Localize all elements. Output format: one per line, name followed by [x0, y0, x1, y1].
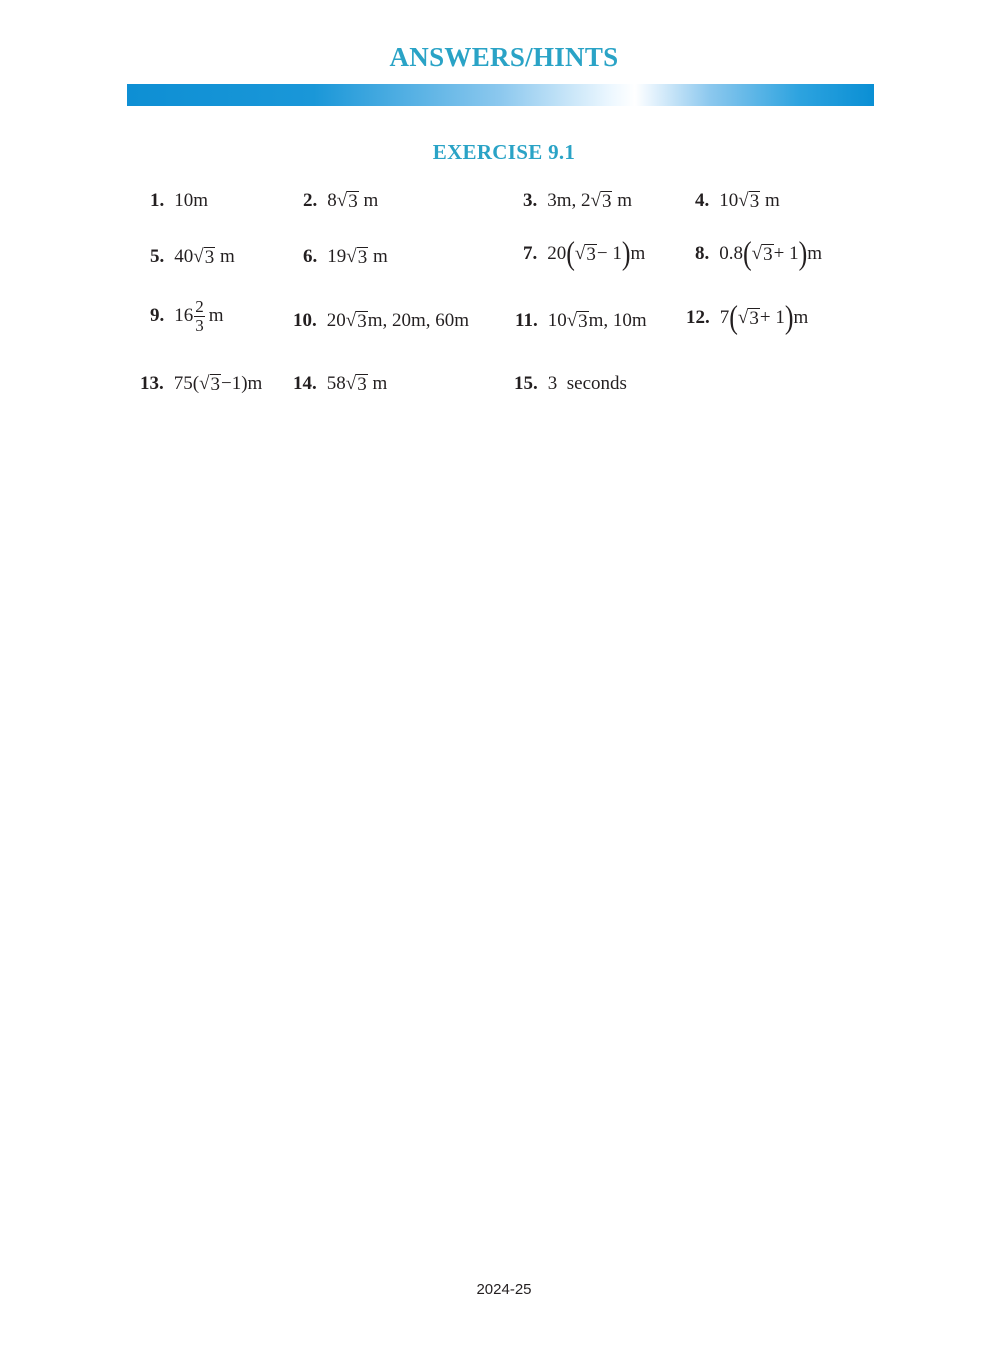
answer-value: 20 ( √ 3 − 1 ) m: [547, 235, 646, 272]
answer-number: 11.: [515, 310, 538, 331]
answer-value: 16 $\frac{2}{3}$ m: [174, 297, 224, 335]
sqrt-symbol: √ 3: [336, 190, 358, 213]
answer-value: 8 √ 3 m: [327, 190, 379, 213]
answer-number: 13.: [140, 373, 164, 394]
answer-number: 10.: [293, 310, 317, 331]
sqrt-symbol: √ 3: [566, 310, 588, 333]
answer-value: 0.8 ( √ 3 + 1 ) m: [719, 235, 823, 272]
sqrt-symbol: √ 3: [345, 310, 367, 333]
answer-number: 7.: [523, 243, 538, 264]
answer-value: 20 √ 3 m, 20m, 60m: [326, 310, 470, 333]
answer-value: 3m, 2 √ 3 m: [547, 190, 632, 213]
answer-number: 6.: [303, 246, 318, 267]
fraction: $\frac{2}{3}$: [195, 297, 204, 335]
answer-value: 75( √ 3 −1)m: [173, 373, 263, 396]
answer-number: 8.: [695, 243, 710, 264]
answer-value: 19 √ 3 m: [327, 246, 388, 269]
exercise-heading: EXERCISE 9.1: [432, 140, 576, 164]
answer-number: 2.: [303, 190, 318, 211]
answer-12: [686, 299, 809, 336]
answer-value: 3 seconds: [547, 373, 627, 394]
answer-number: 12.: [686, 307, 710, 328]
answer-value: 10 m: [174, 190, 209, 211]
answer-11: [515, 310, 647, 332]
answer-value: 7 ( √ 3 + 1 ) m: [719, 299, 809, 336]
answer-8: [695, 235, 823, 272]
answer-9: [150, 298, 224, 335]
answer-value: 40 √ 3 m: [174, 246, 235, 269]
answer-4: [695, 190, 780, 212]
answer-number: 1.: [150, 190, 165, 211]
sqrt-symbol: √ 3: [751, 243, 773, 266]
answer-1: [150, 190, 208, 212]
page-title: ANSWERS/HINTS: [389, 42, 619, 72]
sqrt-symbol: √ 3: [737, 307, 759, 330]
answer-number: 14.: [293, 373, 317, 394]
sqrt-symbol: √ 3: [738, 190, 760, 213]
sqrt-symbol: √ 3: [590, 190, 612, 213]
sqrt-symbol: √ 3: [574, 243, 596, 266]
answer-number: 9.: [150, 305, 165, 327]
answer-3: [523, 190, 632, 212]
answer-number: 5.: [150, 246, 165, 267]
sqrt-symbol: √ 3: [199, 373, 221, 396]
sqrt-symbol: √ 3: [193, 246, 215, 269]
page-footer-year: 2024-25: [476, 1281, 532, 1298]
answer-value: 10 √ 3 m, 10m: [547, 310, 647, 333]
sqrt-symbol: √ 3: [346, 246, 368, 269]
answer-6: [303, 246, 388, 268]
answer-value: 10 √ 3 m: [719, 190, 780, 213]
answer-14: [293, 373, 387, 395]
answer-7: [523, 235, 646, 272]
answer-number: 3.: [523, 190, 538, 211]
answer-15: [514, 373, 627, 395]
answer-2: [303, 190, 378, 212]
answer-number: 4.: [695, 190, 710, 211]
title-divider-bar: [127, 84, 874, 106]
answer-5: [150, 246, 235, 268]
answer-13: [140, 373, 262, 395]
answer-value: 58 √ 3 m: [326, 373, 388, 396]
answer-number: 15.: [514, 373, 538, 394]
sqrt-symbol: √ 3: [345, 373, 367, 396]
answer-10: [293, 310, 469, 332]
